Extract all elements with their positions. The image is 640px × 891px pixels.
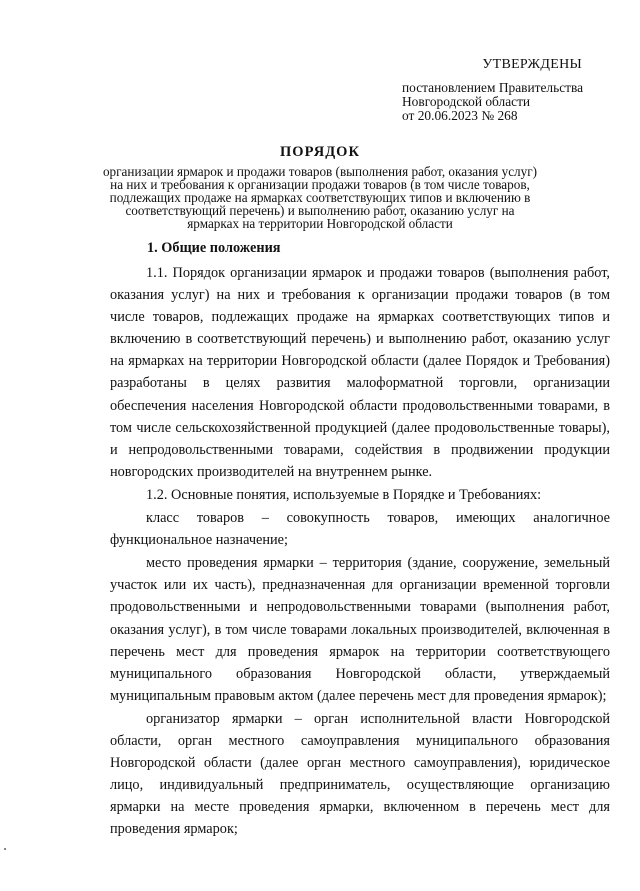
- document-title: ПОРЯДОК: [280, 144, 360, 160]
- paragraph-1-2: 1.2. Основные понятия, используемые в Порядке и Требованиях:: [146, 486, 542, 503]
- section-heading: 1. Общие положения: [147, 240, 281, 256]
- approval-line-1: постановлением Правительства: [402, 80, 584, 95]
- paragraph-1-1: 1.1. Порядок организации ярмарок и продажи товаров (выполнения работ, оказания услуг) на них и требования к организации продажи товаров (в том числе товаров, подлежащих продаже на ярмарках соответствующих типов и включению в соответствующий перечень) и выполнению работ, оказанию услуг на ярмарках на территории Новгородской области (далее Порядок и Требования) разработаны в целях развития малоформатной торговли, организации обеспечения населения Новгородской области продовольственными товарами, в том числе сельскохозяйственной продукцией (далее продовольственные товары), и непродовольственными товарами, содействия в продвижении продукции новгородских производителей на внутреннем рынке.: [110, 265, 610, 480]
- document-subtitle: [100, 166, 540, 231]
- section-body: [110, 262, 610, 840]
- definition-fair-location: место проведения ярмарки – территория (здание, сооружение, земельный участок или их часть), предназначенная для организации временной торговли продовольственными и непродовольственными товарами (выполнения работ, оказания услуг), в том числе товарами локальных производителей, включенная в перечень мест для проведения ярмарок на территории соответствующего муниципального образования Новгородской области, утверждаемый муниципальным правовым актом (далее перечень мест для проведения ярмарок);: [110, 555, 610, 704]
- definition-goods-class: класс товаров – совокупность товаров, имеющих аналогичное функциональное назначение;: [110, 510, 610, 549]
- subtitle-line: организации ярмарок и продажи товаров (выполнения работ, оказания услуг): [102, 164, 538, 179]
- approval-stamp: [402, 58, 622, 123]
- approval-line-3: от 20.06.2023 № 268: [402, 108, 518, 123]
- subtitle-line: на них и требования к организации продажи товаров (в том числе товаров,: [110, 176, 530, 192]
- approval-heading: УТВЕРЖДЕНЫ: [482, 57, 582, 72]
- definition-fair-organizer: организатор ярмарки – орган исполнительной власти Новгородской области, орган местного самоуправления муниципального образования Новгородской области (далее орган местного самоуправления), юридическое лицо, индивидуальный предприниматель, осуществляющие организацию ярмарки на месте проведения ярмарки, включенном в перечень мест для проведения ярмарок;: [110, 710, 610, 838]
- subtitle-line: подлежащих продаже на ярмарках соответствующих типов и включению в: [109, 189, 531, 205]
- subtitle-line: ярмарках на территории Новгородской области: [187, 215, 453, 231]
- approval-line-2: Новгородской области: [402, 94, 531, 109]
- subtitle-line: соответствующий перечень) и выполнению работ, оказанию услуг на: [125, 202, 515, 218]
- scan-speck: [4, 848, 6, 850]
